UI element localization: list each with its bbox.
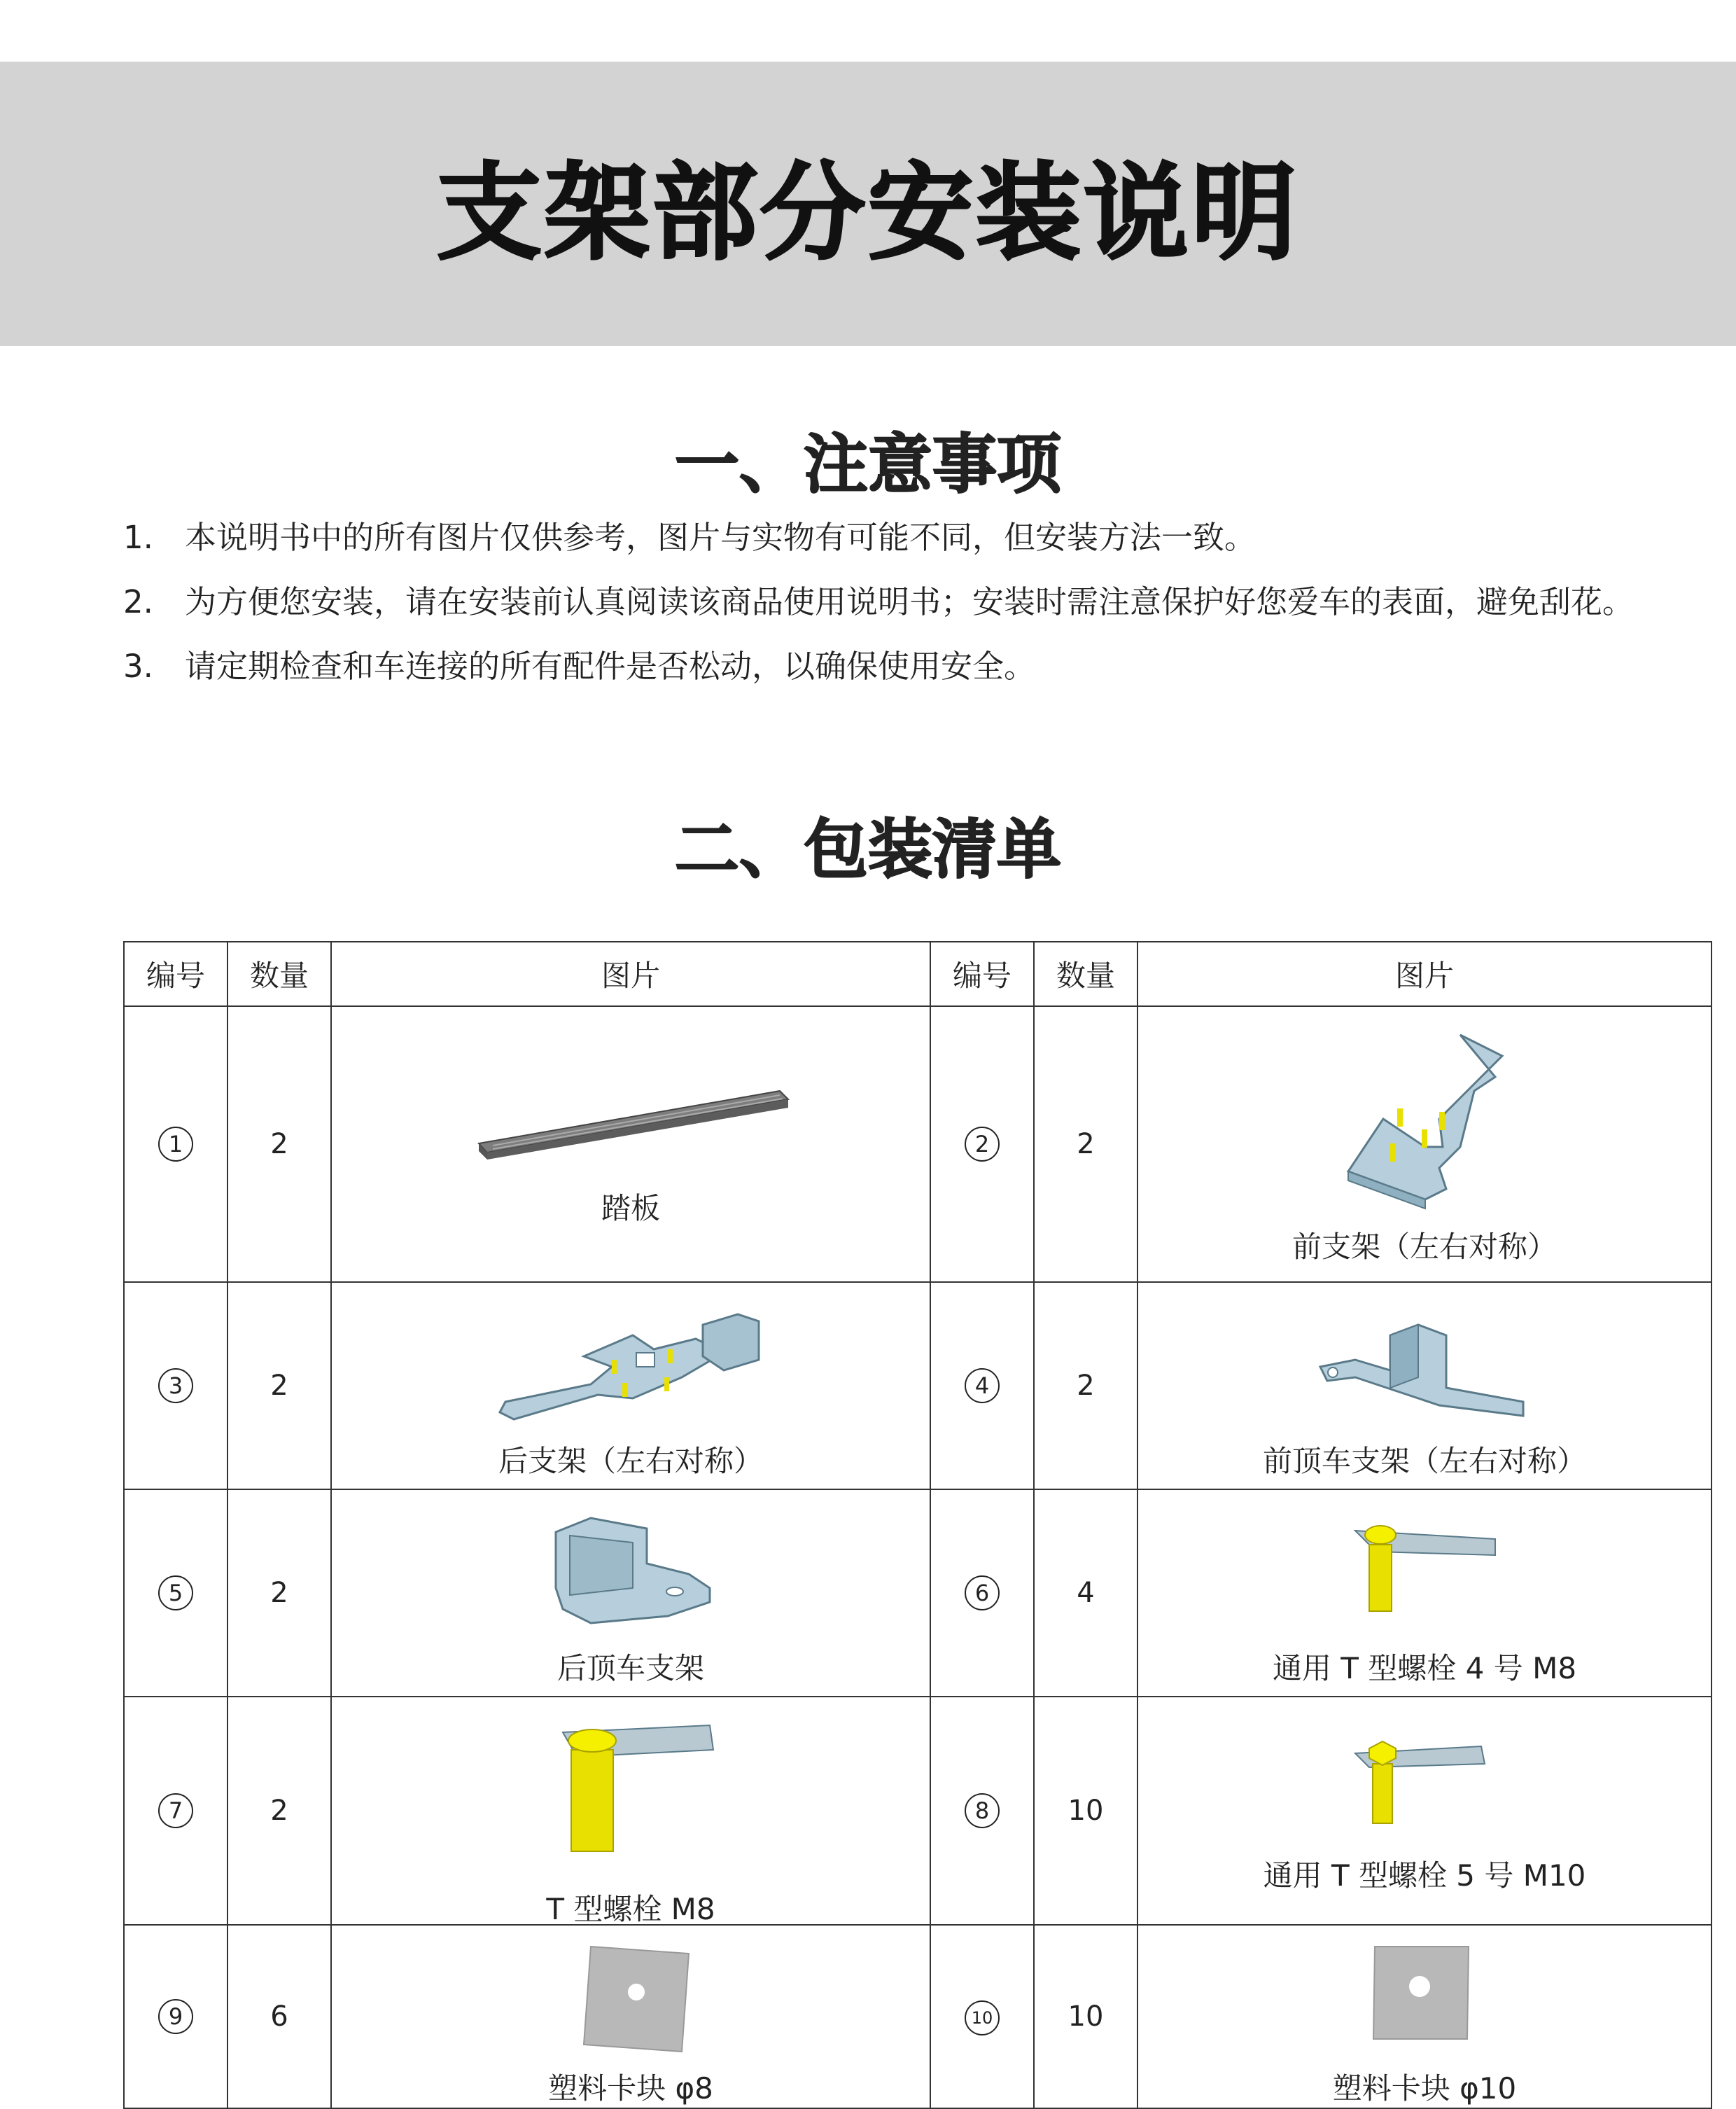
item-image-cell: [1138, 1925, 1712, 2108]
item-name: 塑料卡块 φ8: [548, 2071, 713, 2105]
packing-list-table: [123, 941, 1712, 2109]
table-row: [124, 1489, 1712, 1697]
title-banner: [0, 62, 1736, 346]
t-bolt-5-icon: [1348, 1736, 1488, 1827]
item-name: 前支架（左右对称）: [1292, 1230, 1557, 1264]
rear-jack-bracket-icon: [549, 1511, 717, 1630]
plastic-clip-icon: [1369, 1941, 1474, 2046]
item-quantity: 2: [227, 1489, 331, 1697]
item-name: 通用 T 型螺栓 4 号 M8: [1272, 1651, 1577, 1685]
item-number: 10: [965, 2000, 1000, 2035]
item-image-cell: [331, 1925, 930, 2108]
item-number: 3: [158, 1368, 193, 1403]
note-text: 本说明书中的所有图片仅供参考，图片与实物有可能不同，但安装方法一致。: [185, 519, 1256, 556]
note-text: 为方便您安装，请在安装前认真阅读该商品使用说明书；安装时需注意保护好您爱车的表面，避免刮花。: [185, 583, 1634, 620]
front-bracket-icon: [1341, 1028, 1516, 1210]
item-quantity: 2: [1034, 1006, 1138, 1282]
item-quantity: 2: [1034, 1282, 1138, 1489]
t-bolt-m8-icon: [556, 1718, 724, 1858]
note-item: [123, 506, 1649, 570]
item-number: 6: [965, 1575, 1000, 1610]
t-bolt-4-icon: [1348, 1517, 1502, 1615]
table-row: [124, 1006, 1712, 1282]
table-row: [124, 1697, 1712, 1925]
header-number: 编号: [930, 942, 1034, 1006]
item-quantity: 2: [227, 1282, 331, 1489]
header-image: 图片: [331, 942, 930, 1006]
item-name: 后顶车支架: [556, 1651, 704, 1685]
item-quantity: 10: [1034, 1697, 1138, 1925]
item-image-cell: [1138, 1697, 1712, 1925]
item-quantity: 2: [227, 1006, 331, 1282]
item-image-cell: [331, 1697, 930, 1925]
item-image-cell: [1138, 1006, 1712, 1282]
item-number: 5: [158, 1575, 193, 1610]
note-number: 1.: [123, 519, 153, 556]
item-name: 通用 T 型螺栓 5 号 M10: [1263, 1858, 1586, 1893]
item-number: 4: [965, 1368, 1000, 1403]
page-title: 支架部分安装说明: [436, 153, 1299, 274]
table-header-row: [124, 942, 1712, 1006]
header-quantity: 数量: [227, 942, 331, 1006]
item-name: 前顶车支架（左右对称）: [1262, 1444, 1586, 1478]
rear-bracket-icon: [493, 1300, 773, 1433]
item-image-cell: [331, 1006, 930, 1282]
item-quantity: 10: [1034, 1925, 1138, 2108]
item-number: 2: [965, 1127, 1000, 1162]
plastic-clip-icon: [577, 1940, 696, 2059]
note-number: 3.: [123, 648, 153, 685]
item-image-cell: [331, 1282, 930, 1489]
section1-heading: 一、注意事项: [674, 427, 1061, 502]
item-name: 塑料卡块 φ10: [1332, 2071, 1517, 2105]
item-number: 7: [158, 1793, 193, 1828]
header-quantity: 数量: [1034, 942, 1138, 1006]
item-image-cell: [1138, 1282, 1712, 1489]
running-board-icon: [472, 1077, 794, 1175]
item-number: 9: [158, 1999, 193, 2034]
front-jack-bracket-icon: [1313, 1311, 1544, 1423]
header-image: 图片: [1138, 942, 1712, 1006]
note-number: 2.: [123, 583, 153, 620]
item-quantity: 2: [227, 1697, 331, 1925]
item-image-cell: [1138, 1489, 1712, 1697]
item-quantity: 6: [227, 1925, 331, 2108]
note-item: [123, 634, 1649, 699]
note-text: 请定期检查和车连接的所有配件是否松动，以确保使用安全。: [185, 648, 1036, 685]
note-item: [123, 570, 1649, 634]
header-number: 编号: [124, 942, 227, 1006]
section2-heading: 二、包装清单: [674, 812, 1061, 887]
table-row: [124, 1925, 1712, 2108]
item-number: 8: [965, 1793, 1000, 1828]
notes-list: [123, 506, 1649, 699]
item-name: T 型螺栓 M8: [546, 1892, 715, 1926]
item-number: 1: [158, 1127, 193, 1162]
item-image-cell: [331, 1489, 930, 1697]
item-quantity: 4: [1034, 1489, 1138, 1697]
table-row: [124, 1282, 1712, 1489]
item-name: 后支架（左右对称）: [498, 1444, 763, 1478]
item-name: 踏板: [601, 1191, 660, 1225]
